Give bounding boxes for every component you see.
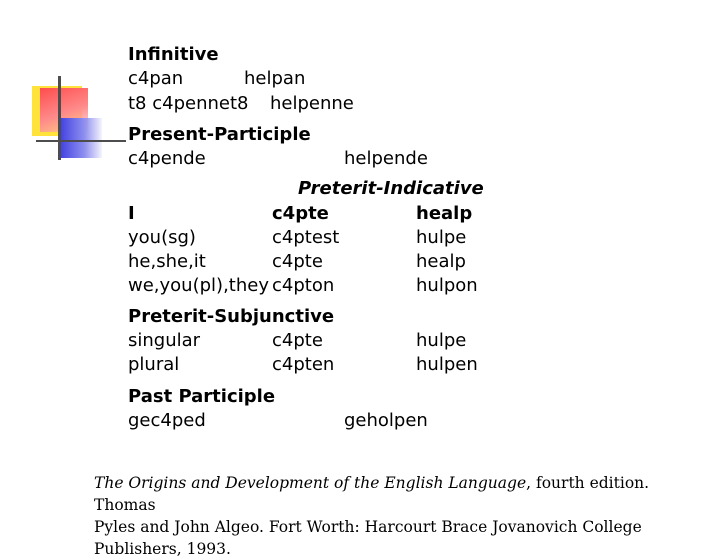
infinitive-heading: Infinitive — [128, 44, 219, 65]
past-participle-heading: Past Participle — [128, 386, 276, 407]
preterit-indicative-person: I — [128, 203, 135, 224]
preterit-indicative-person: he,she,it — [128, 251, 206, 272]
preterit-indicative-person: we,you(pl),they — [128, 275, 269, 296]
present-participle-form-1: c4pende — [128, 148, 206, 169]
citation-edition: , fourth edition. Thomas — [94, 474, 650, 514]
citation-line-1 — [94, 472, 684, 516]
present-participle-form-2: helpende — [344, 148, 428, 169]
infinitive-inflected-2: helpenne — [270, 93, 354, 114]
preterit-indicative-form-1: c4pton — [272, 275, 335, 296]
preterit-subjunctive-form-1: c4pte — [272, 330, 323, 351]
decor-vertical-line — [58, 76, 61, 160]
preterit-subjunctive-person: singular — [128, 330, 201, 351]
preterit-indicative-person: you(sg) — [128, 227, 196, 248]
preterit-subjunctive-person: plural — [128, 354, 180, 375]
citation — [94, 472, 684, 560]
infinitive-form-2: helpan — [244, 68, 306, 89]
preterit-subjunctive-form-1: c4pten — [272, 354, 335, 375]
preterit-indicative-form-2: healp — [416, 203, 473, 224]
preterit-indicative-form-2: healp — [416, 251, 466, 272]
infinitive-form-1: c4pan — [128, 68, 184, 89]
preterit-indicative-form-1: c4pte — [272, 203, 329, 224]
decor-horizontal-line — [36, 140, 126, 142]
preterit-indicative-form-1: c4pte — [272, 251, 323, 272]
decor-blue-square — [58, 118, 102, 158]
preterit-subjunctive-form-2: hulpe — [416, 330, 467, 351]
present-participle-heading: Present-Participle — [128, 124, 311, 145]
citation-line-2: Pyles and John Algeo. Fort Worth: Harcourt Brace Jovanovich College — [94, 518, 642, 536]
preterit-subjunctive-heading: Preterit-Subjunctive — [128, 306, 335, 327]
infinitive-inflected-1: t8 c4pennet8 — [128, 93, 249, 114]
citation-book-title: The Origins and Development of the English Language — [94, 474, 527, 492]
preterit-subjunctive-form-2: hulpen — [416, 354, 478, 375]
past-participle-form-1: gec4ped — [128, 410, 206, 431]
preterit-indicative-form-2: hulpe — [416, 227, 467, 248]
preterit-indicative-form-2: hulpon — [416, 275, 478, 296]
past-participle-form-2: geholpen — [344, 410, 428, 431]
preterit-indicative-form-1: c4ptest — [272, 227, 340, 248]
citation-line-3: Publishers, 1993. — [94, 540, 231, 558]
preterit-indicative-heading: Preterit-Indicative — [298, 178, 484, 199]
